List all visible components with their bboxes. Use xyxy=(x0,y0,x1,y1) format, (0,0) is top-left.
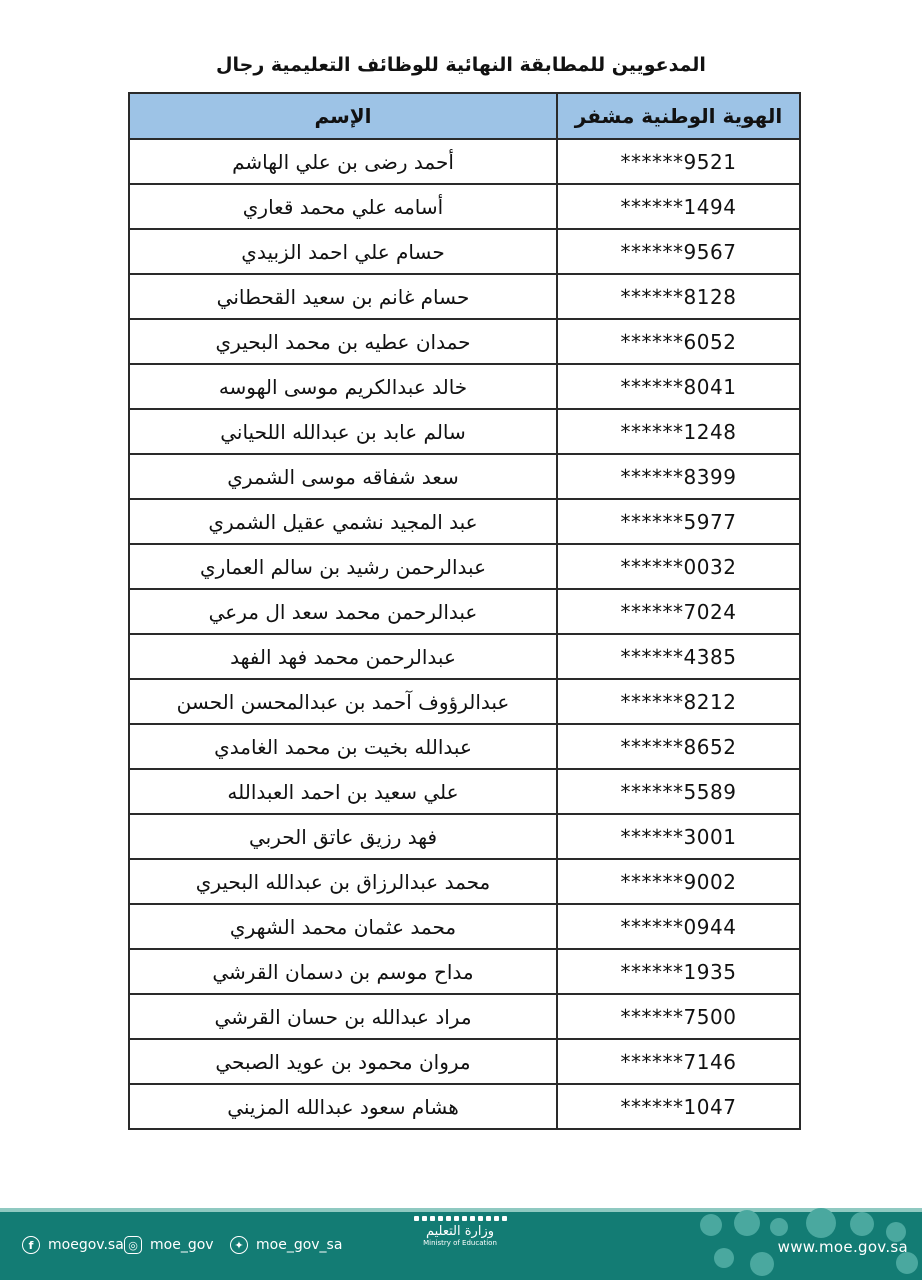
name-cell: خالد عبدالكريم موسى الهوسه xyxy=(129,364,557,409)
table-row xyxy=(129,1039,800,1084)
table-row xyxy=(129,184,800,229)
id-cell: ******1248 xyxy=(557,409,800,454)
table-header-row xyxy=(129,93,800,139)
name-cell: عبد المجيد نشمي عقيل الشمري xyxy=(129,499,557,544)
id-cell: ******8212 xyxy=(557,679,800,724)
name-cell: مروان محمود بن عويد الصبحي xyxy=(129,1039,557,1084)
id-cell: ******7146 xyxy=(557,1039,800,1084)
name-cell: عبدالله بخيت بن محمد الغامدي xyxy=(129,724,557,769)
header-id: الهوية الوطنية مشفر xyxy=(557,93,800,139)
name-cell: علي سعيد بن احمد العبدالله xyxy=(129,769,557,814)
id-cell: ******6052 xyxy=(557,319,800,364)
table-row xyxy=(129,994,800,1039)
facebook-link[interactable] xyxy=(22,1236,124,1254)
twitter-icon: ✦ xyxy=(230,1236,248,1254)
table-row xyxy=(129,949,800,994)
name-cell: حمدان عطيه بن محمد البحيري xyxy=(129,319,557,364)
id-cell: ******3001 xyxy=(557,814,800,859)
name-cell: عبدالرحمن محمد فهد الفهد xyxy=(129,634,557,679)
id-cell: ******5589 xyxy=(557,769,800,814)
footer-band xyxy=(0,1208,922,1280)
name-cell: أحمد رضى بن علي الهاشم xyxy=(129,139,557,184)
table-row xyxy=(129,229,800,274)
header-name: الإسم xyxy=(129,93,557,139)
id-cell: ******8399 xyxy=(557,454,800,499)
table-row xyxy=(129,904,800,949)
name-cell: أسامه علي محمد قعاري xyxy=(129,184,557,229)
table-row xyxy=(129,589,800,634)
id-cell: ******9521 xyxy=(557,139,800,184)
id-cell: ******8041 xyxy=(557,364,800,409)
id-cell: ******9567 xyxy=(557,229,800,274)
table-row xyxy=(129,319,800,364)
table-row xyxy=(129,634,800,679)
name-cell: محمد عبدالرزاق بن عبدالله البحيري xyxy=(129,859,557,904)
website-link[interactable]: www.moe.gov.sa xyxy=(777,1238,908,1256)
name-cell: حسام علي احمد الزبيدي xyxy=(129,229,557,274)
table-row xyxy=(129,499,800,544)
invitees-table xyxy=(128,92,801,1130)
twitter-handle: moe_gov_sa xyxy=(256,1237,343,1253)
name-cell: حسام غانم بن سعيد القحطاني xyxy=(129,274,557,319)
id-cell: ******8128 xyxy=(557,274,800,319)
name-cell: عبدالرحمن محمد سعد ال مرعي xyxy=(129,589,557,634)
id-cell: ******0032 xyxy=(557,544,800,589)
instagram-icon: ◎ xyxy=(124,1236,142,1254)
id-cell: ******8652 xyxy=(557,724,800,769)
id-cell: ******7024 xyxy=(557,589,800,634)
table-row xyxy=(129,544,800,589)
page-title: المدعويين للمطابقة النهائية للوظائف التعليمية رجال xyxy=(216,54,706,76)
instagram-link[interactable] xyxy=(124,1236,214,1254)
instagram-handle: moe_gov xyxy=(150,1237,214,1253)
table-row xyxy=(129,274,800,319)
twitter-link[interactable] xyxy=(230,1236,342,1254)
name-cell: مداح موسم بن دسمان القرشي xyxy=(129,949,557,994)
id-cell: ******5977 xyxy=(557,499,800,544)
table-row xyxy=(129,859,800,904)
ministry-name-ar: وزارة التعليم xyxy=(425,1224,495,1239)
table-row xyxy=(129,139,800,184)
table-row xyxy=(129,769,800,814)
facebook-icon: f xyxy=(22,1236,40,1254)
name-cell: سعد شفاقه موسى الشمري xyxy=(129,454,557,499)
ministry-logo xyxy=(395,1216,525,1248)
table-row xyxy=(129,454,800,499)
table-row xyxy=(129,724,800,769)
name-cell: عبدالرحمن رشيد بن سالم العماري xyxy=(129,544,557,589)
table-row xyxy=(129,679,800,724)
id-cell: ******9002 xyxy=(557,859,800,904)
id-cell: ******4385 xyxy=(557,634,800,679)
name-cell: فهد رزيق عاتق الحربي xyxy=(129,814,557,859)
table-row xyxy=(129,814,800,859)
table-row xyxy=(129,409,800,454)
table-row xyxy=(129,364,800,409)
id-cell: ******0944 xyxy=(557,904,800,949)
name-cell: محمد عثمان محمد الشهري xyxy=(129,904,557,949)
facebook-handle: moegov.sa xyxy=(48,1237,124,1253)
name-cell: سالم عابد بن عبدالله اللحياني xyxy=(129,409,557,454)
id-cell: ******1047 xyxy=(557,1084,800,1129)
name-cell: عبدالرؤوف آحمد بن عبدالمحسن الحسن xyxy=(129,679,557,724)
id-cell: ******7500 xyxy=(557,994,800,1039)
table-row xyxy=(129,1084,800,1129)
ministry-name-en: Ministry of Education xyxy=(423,1239,497,1247)
ministry-logo-mark xyxy=(395,1216,525,1221)
name-cell: مراد عبدالله بن حسان القرشي xyxy=(129,994,557,1039)
id-cell: ******1494 xyxy=(557,184,800,229)
id-cell: ******1935 xyxy=(557,949,800,994)
name-cell: هشام سعود عبدالله المزيني xyxy=(129,1084,557,1129)
